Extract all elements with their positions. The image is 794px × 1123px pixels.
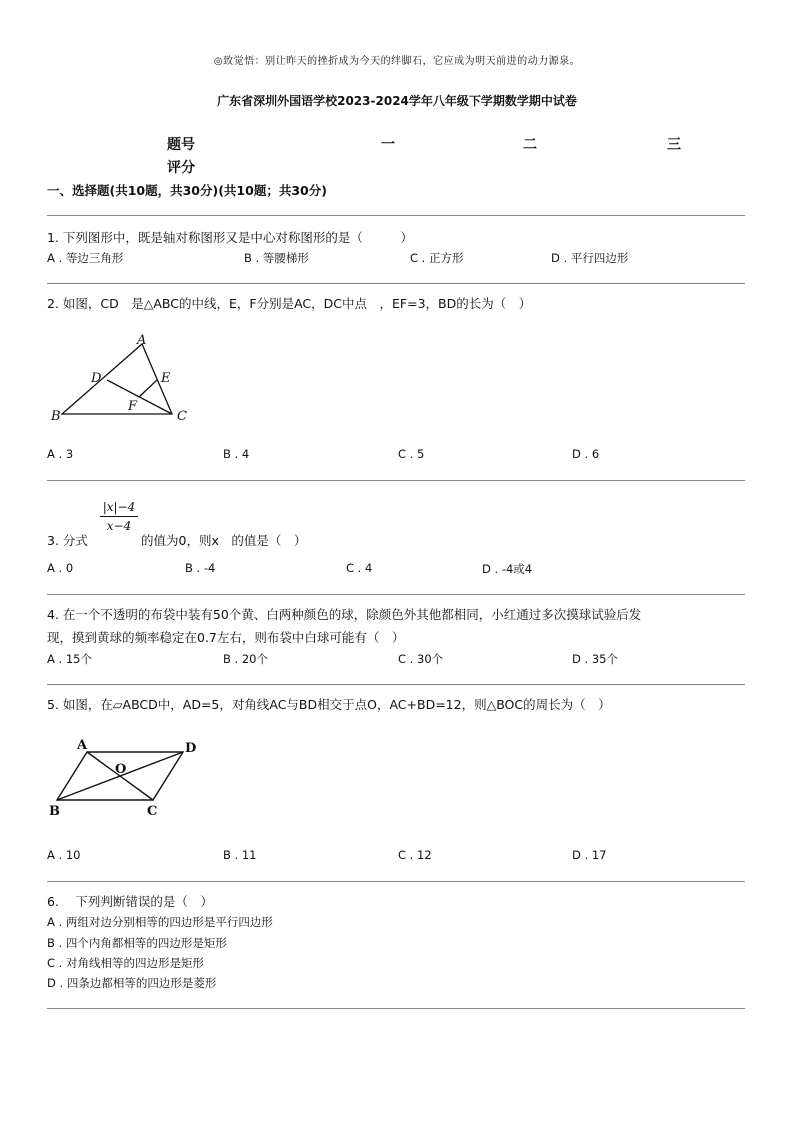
option-a: A . 10 (47, 848, 81, 862)
question-stem-suffix: 的值为0，则x 的值是（ ） (141, 533, 307, 548)
option-d: D . 平行四边形 (551, 251, 629, 265)
point-label-b: B (49, 804, 60, 819)
score-table-col-1: 一 (381, 137, 395, 153)
option-a: A . 两组对边分别相等的四边形是平行四边形 (47, 915, 273, 929)
option-c: C . 30个 (398, 652, 444, 666)
point-label-f: F (128, 399, 138, 414)
question-stem-prefix: 3. 分式 (47, 533, 88, 548)
score-table-col-3: 三 (667, 137, 681, 153)
option-a: A . 15个 (47, 652, 92, 666)
option-c: C . 4 (346, 561, 373, 575)
point-label-a: A (137, 333, 147, 348)
divider (47, 215, 745, 216)
question-stem: 1. 下列图形中，既是轴对称图形又是中心对称图形的是（ ） (47, 230, 413, 245)
option-b: B . 四个内角都相等的四边形是矩形 (47, 936, 227, 950)
question-stem-line-2: 现，摸到黄球的频率稳定在0.7左右，则布袋中白球可能有（ ） (47, 630, 405, 645)
score-table-score-label: 评分 (167, 160, 195, 176)
score-table-col-2: 二 (523, 137, 537, 153)
point-label-d: D (185, 741, 197, 756)
fraction-numerator: |x|−4 (100, 500, 138, 517)
section-heading: 一、选择题(共10题，共30分)(共10题；共30分) (47, 183, 327, 198)
point-label-d: D (91, 371, 102, 386)
option-b: B . 11 (223, 848, 257, 862)
point-label-e: E (161, 371, 171, 386)
option-a: A . 3 (47, 447, 74, 461)
question-stem-line-1: 4. 在一个不透明的布袋中装有50个黄、白两种颜色的球，除颜色外其他都相同，小红通过多次摸球试验后发 (47, 607, 642, 622)
header-motto: ◎致觉悟：别让昨天的挫折成为今天的绊脚石，它应成为明天前进的动力源泉。 (213, 56, 581, 67)
exam-title: 广东省深圳外国语学校2023-2024学年八年级下学期数学期中试卷 (217, 94, 577, 108)
option-a: A . 等边三角形 (47, 251, 124, 265)
point-label-b: B (51, 409, 61, 424)
option-b: B . -4 (185, 561, 216, 575)
divider (47, 881, 745, 882)
divider (47, 283, 745, 284)
option-c: C . 正方形 (410, 251, 464, 265)
fraction-denominator: x−4 (106, 519, 132, 533)
point-label-a: A (77, 738, 88, 753)
divider (47, 1008, 745, 1009)
option-d: D . -4或4 (482, 562, 533, 576)
point-label-c: C (147, 804, 158, 819)
option-d: D . 17 (572, 848, 607, 862)
option-a: A . 0 (47, 561, 74, 575)
option-b: B . 4 (223, 447, 250, 461)
option-d: D . 35个 (572, 652, 618, 666)
divider (47, 684, 745, 685)
point-label-c: C (177, 409, 187, 424)
option-d: D . 四条边都相等的四边形是菱形 (47, 976, 217, 990)
question-stem: 5. 如图，在▱ABCD中，AD=5，对角线AC与BD相交于点O，AC+BD=12，则△BOC的周长为（ ） (47, 697, 611, 712)
option-c: C . 12 (398, 848, 432, 862)
option-c: C . 对角线相等的四边形是矩形 (47, 956, 204, 970)
question-stem: 2. 如图，CD 是△ABC的中线，E，F分别是AC，DC中点 ，EF=3，BD的长为（ ） (47, 296, 532, 311)
triangle-figure (48, 332, 198, 427)
divider (47, 594, 745, 595)
option-d: D . 6 (572, 447, 600, 461)
score-table-row-label: 题号 (167, 137, 195, 153)
option-b: B . 20个 (223, 652, 268, 666)
question-stem: 6. 下列判断错误的是（ ） (47, 894, 213, 909)
option-c: C . 5 (398, 447, 425, 461)
parallelogram-figure (45, 735, 205, 820)
option-b: B . 等腰梯形 (244, 251, 309, 265)
point-label-o: O (115, 762, 127, 777)
fraction-expression (100, 500, 138, 533)
divider (47, 480, 745, 481)
